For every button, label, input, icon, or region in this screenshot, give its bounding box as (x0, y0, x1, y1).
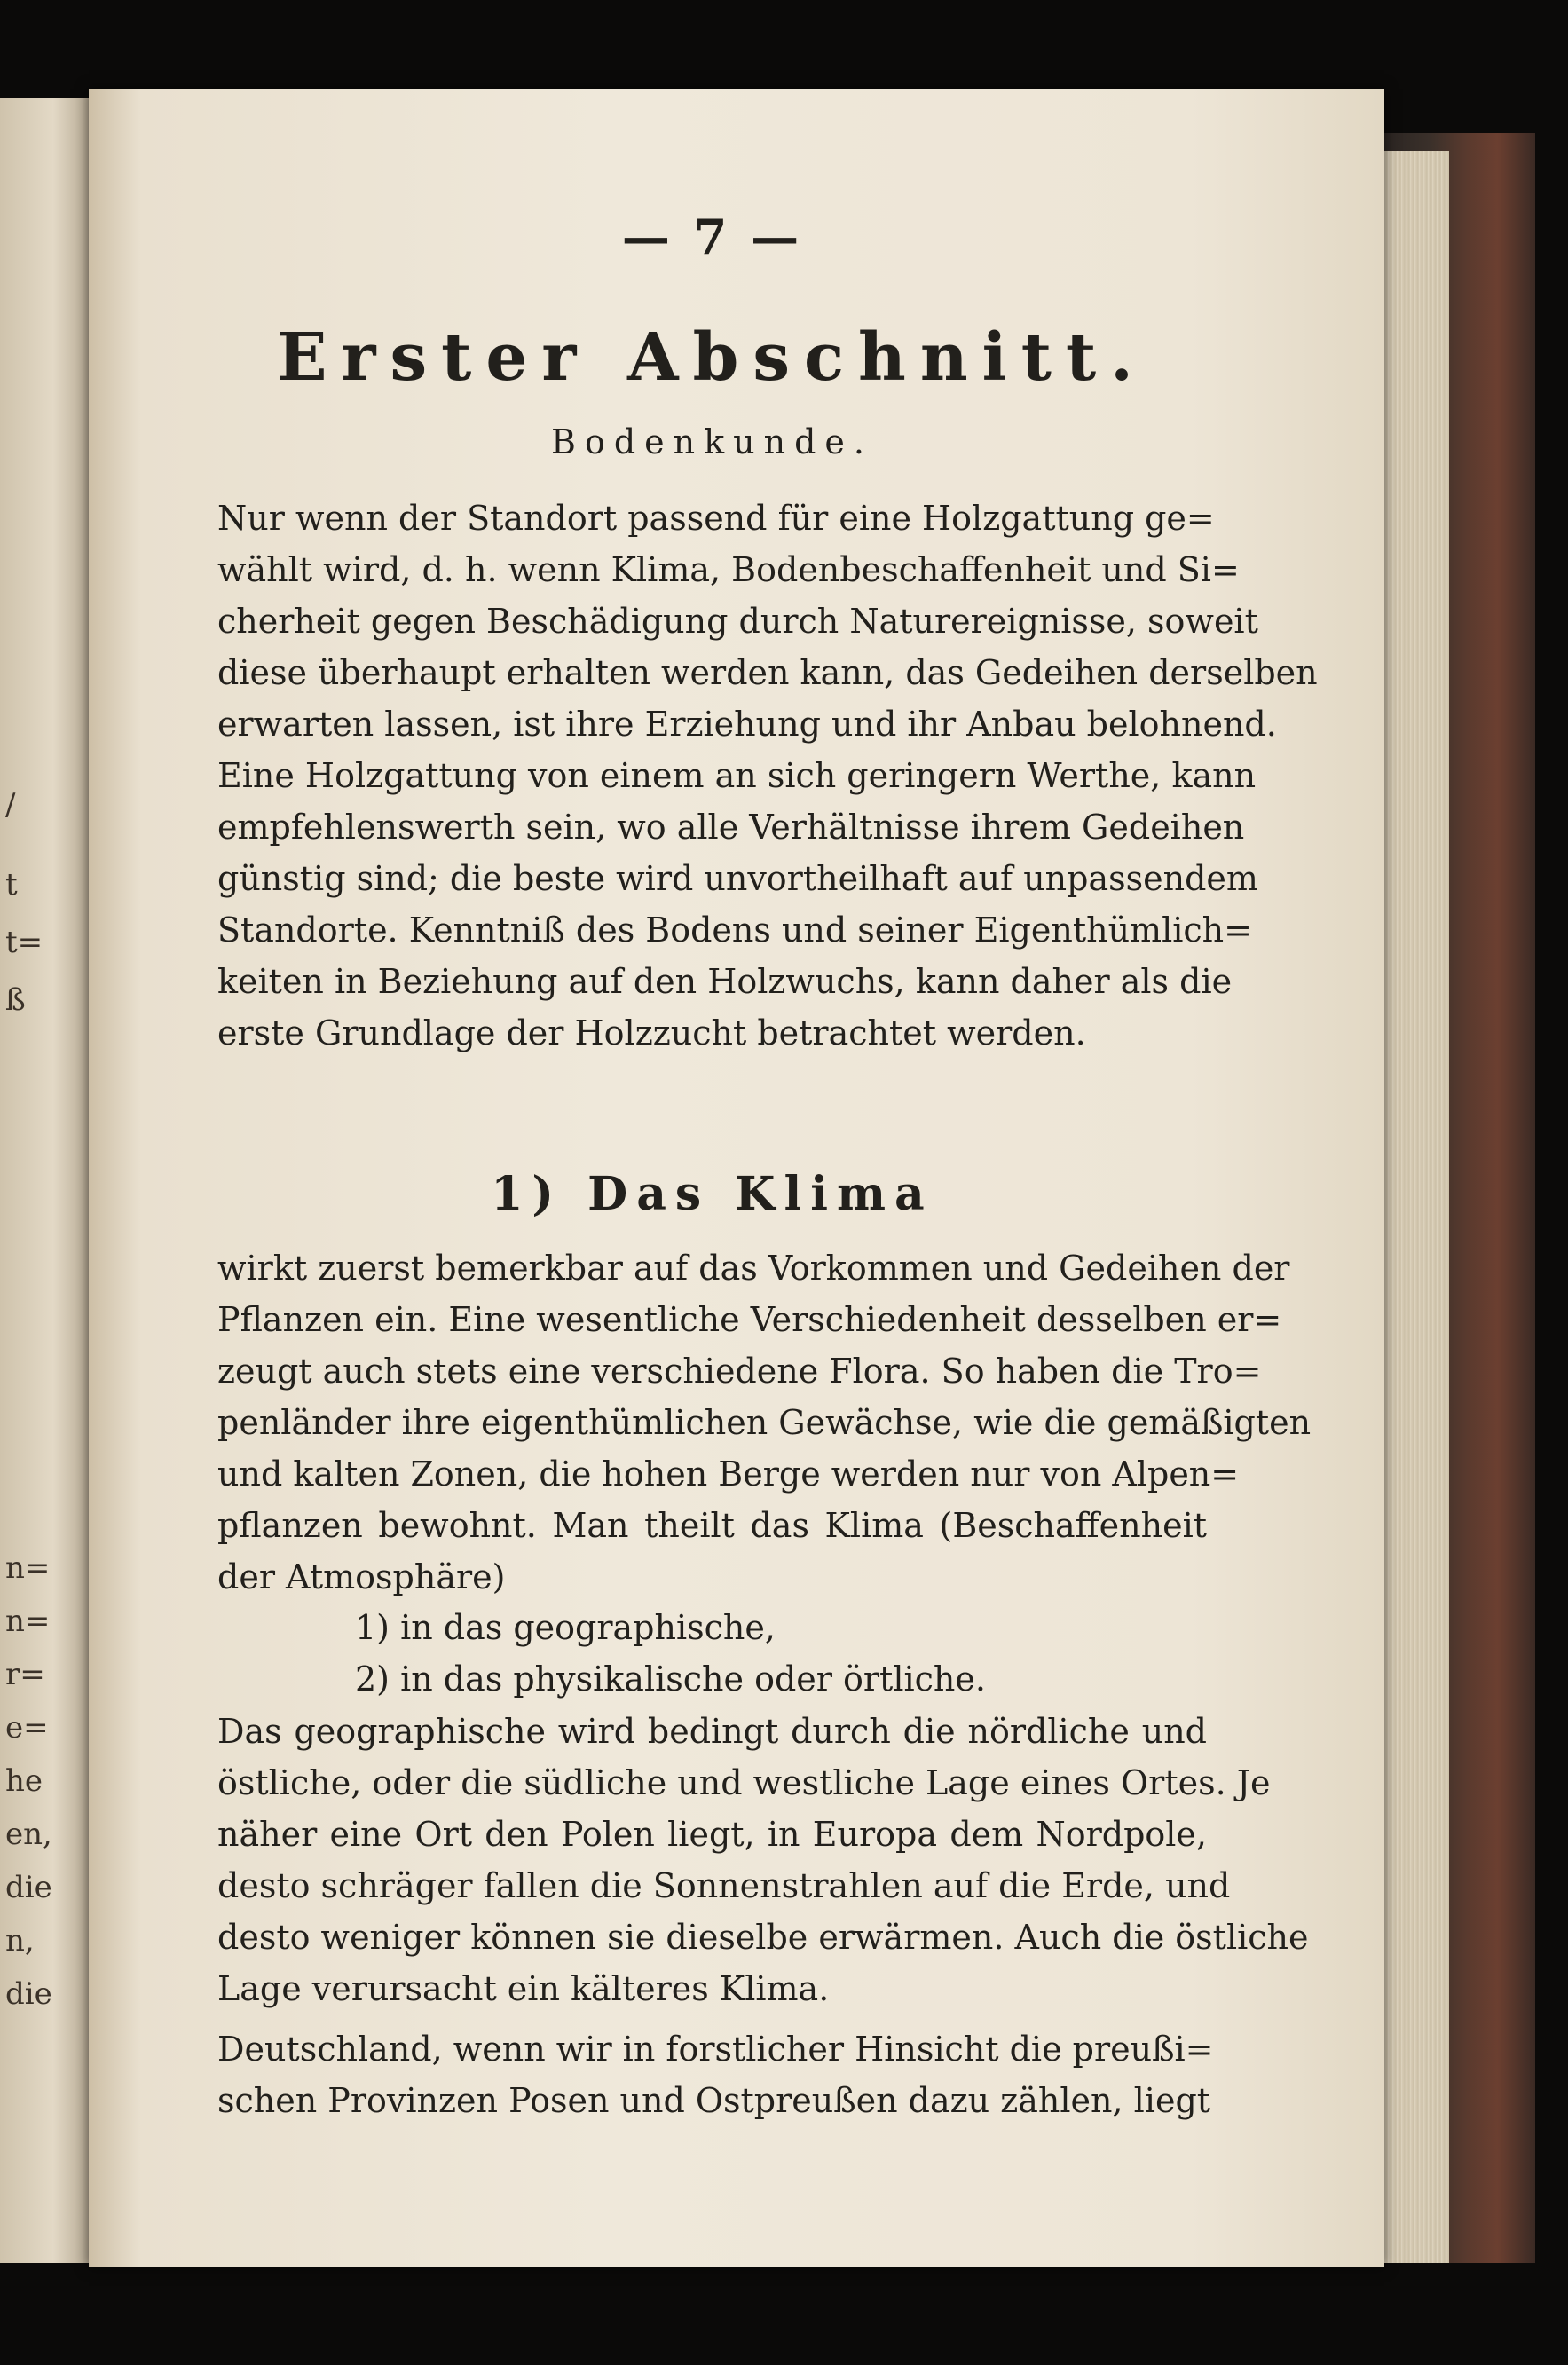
text-line: schen Provinzen Posen und Ostpreußen dazu zählen, liegt (217, 2081, 1211, 2120)
page-number: — 7 — (621, 209, 803, 265)
facing-page-fragment: n= (5, 1550, 51, 1586)
facing-page-fragment: n, (5, 1923, 35, 1959)
text-line: günstig sind; die beste wird unvortheilhaft auf unpassendem (217, 859, 1258, 898)
text-line: desto weniger können sie dieselbe erwärmen. Auch die östliche (217, 1918, 1309, 1957)
text-line: Eine Holzgattung von einem an sich geringern Werthe, kann (217, 756, 1257, 795)
list-item: 1) in das geographische, (355, 1608, 776, 1647)
subheading-klima: 1) Das Klima (491, 1167, 934, 1221)
facing-page-fragment: die (5, 1870, 52, 1905)
facing-page-fragment: ß (5, 982, 26, 1018)
facing-page-fragment: e= (5, 1710, 49, 1746)
section-subtitle: Bodenkunde. (551, 422, 873, 461)
text-line: Pflanzen ein. Eine wesentliche Verschiedenheit desselben er= (217, 1300, 1282, 1339)
text-line: keiten in Beziehung auf den Holzwuchs, kann daher als die (217, 962, 1233, 1001)
page-edges (1380, 151, 1449, 2263)
geo-paragraph (217, 1706, 1309, 2014)
text-line: Lage verursacht ein kälteres Klima. (217, 1969, 830, 2008)
text-line: östliche, oder die südliche und westliche Lage eines Ortes. Je (217, 1763, 1271, 1802)
text-line: erste Grundlage der Holzzucht betrachtet werden. (217, 1013, 1086, 1052)
facing-page-fragment: r= (5, 1657, 45, 1692)
klima-paragraph (217, 1242, 1312, 1603)
section-title: Erster Abschnitt. (277, 319, 1147, 396)
facing-page (0, 98, 89, 2263)
text-line: empfehlenswerth sein, wo alle Verhältnisse ihrem Gedeihen (217, 808, 1245, 847)
facing-page-fragment: t (5, 867, 18, 903)
book-page (89, 89, 1384, 2267)
text-line: Nur wenn der Standort passend für eine Holzgattung ge= (217, 499, 1215, 538)
text-line: pflanzen bewohnt. Man theilt das Klima (Beschaffenheit (217, 1506, 1207, 1545)
intro-paragraph (217, 493, 1318, 1059)
text-line: diese überhaupt erhalten werden kann, das Gedeihen derselben (217, 653, 1318, 692)
text-line: der Atmosphäre) (217, 1557, 506, 1596)
last-paragraph (217, 2023, 1214, 2126)
text-line: cherheit gegen Beschädigung durch Naturereignisse, soweit (217, 602, 1258, 641)
facing-page-fragment: en, (5, 1817, 52, 1852)
text-line: Das geographische wird bedingt durch die nördliche und (217, 1712, 1207, 1751)
facing-page-fragment: t= (5, 925, 43, 960)
text-line: Standorte. Kenntniß des Bodens und seiner Eigenthümlich= (217, 911, 1252, 950)
text-line: wählt wird, d. h. wenn Klima, Bodenbeschaffenheit und Si= (217, 550, 1240, 589)
facing-page-fragment: die (5, 1976, 52, 2012)
text-line: wirkt zuerst bemerkbar auf das Vorkommen und Gedeihen der (217, 1249, 1290, 1288)
facing-page-fragment: / (5, 787, 16, 823)
text-line: zeugt auch stets eine verschiedene Flora. So haben die Tro= (217, 1352, 1262, 1391)
text-line: näher eine Ort den Polen liegt, in Europa dem Nordpole, (217, 1815, 1207, 1854)
text-line: desto schräger fallen die Sonnenstrahlen auf die Erde, und (217, 1866, 1231, 1905)
facing-page-fragment: n= (5, 1604, 51, 1639)
text-line: erwarten lassen, ist ihre Erziehung und ihr Anbau belohnend. (217, 705, 1277, 744)
text-line: penländer ihre eigenthümlichen Gewächse, wie die gemäßigten (217, 1403, 1312, 1442)
text-line: Deutschland, wenn wir in forstlicher Hinsicht die preußi= (217, 2030, 1214, 2069)
list-item: 2) in das physikalische oder örtliche. (355, 1659, 986, 1699)
text-line: und kalten Zonen, die hohen Berge werden nur von Alpen= (217, 1454, 1240, 1494)
facing-page-fragment: he (5, 1763, 43, 1799)
